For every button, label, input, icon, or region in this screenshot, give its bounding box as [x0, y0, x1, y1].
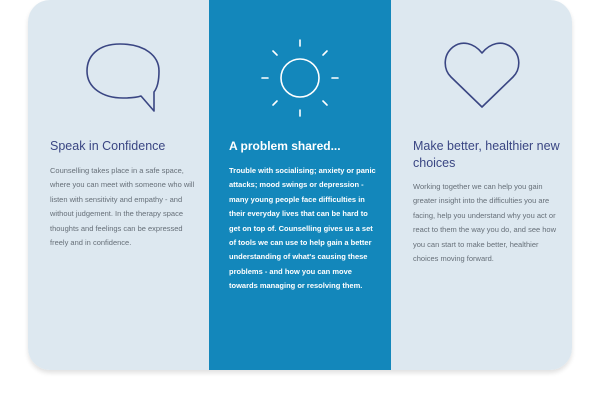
- sun-icon: [209, 37, 391, 119]
- panel-title: Speak in Confidence: [50, 139, 166, 153]
- panel-title: A problem shared...: [229, 139, 341, 153]
- heart-icon: [391, 37, 572, 119]
- panel-text: Counselling takes place in a safe space, where you can meet with someone who will listen with sensitivity and empathy - and without judgement. In the therapy space thoughts and feelings can be expressed freely and in confidence.: [50, 166, 195, 248]
- panel-text: Working together we can help you gain greater insight into the difficulties you are facing, help you understand why you act or react to them the way you do, and see how you can start to make better, healthier choices moving forward.: [413, 182, 557, 264]
- feature-card: [28, 0, 572, 370]
- panel-speak-in-confidence: [28, 0, 209, 370]
- speech-bubble-icon: [28, 37, 209, 119]
- panel-title: Make better, healthier new choices: [413, 139, 560, 170]
- panel-healthier-choices: [391, 0, 572, 370]
- panel-text: Trouble with socialising; anxiety or panic attacks; mood swings or depression - many young people face difficulties in their everyday lives that can be hard to get on top of. Counselling gives us a set of tools we can use to help gain a better understanding of what's causing these problems - and how you can move towards managing or resolving them.: [229, 166, 376, 291]
- panel-problem-shared: [209, 0, 391, 370]
